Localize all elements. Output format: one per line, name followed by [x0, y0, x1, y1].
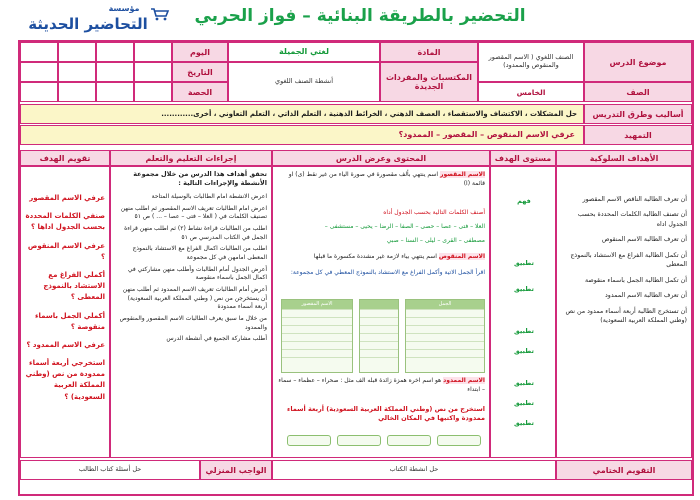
- table-row: [406, 349, 484, 357]
- mamdud-def-label: الاسم الممدود: [443, 377, 485, 384]
- evaluation-item: عرفي الاسم المقصور: [29, 194, 105, 202]
- lesson-topic-label: موضوع الدرس: [584, 42, 692, 82]
- table-row: [282, 309, 352, 317]
- procedure-step: اعرض الانشطة امام الطالبات بالوسيلة المتاحة: [151, 192, 267, 200]
- level-item: تطبيق: [514, 259, 534, 267]
- methods-label: أساليب وطرق التدريس: [584, 104, 692, 124]
- procedure-step: أعرض أمام الطالبات تعريف الاسم الممدود ثم أطلب منهن أن يستخرجن من نص ( وطني المملكة العربية السعودية) أربعة أسماء ممدودة: [122, 286, 267, 311]
- classify-words-line-2: مصطفى – القرى – ليلى – السنا – صبي: [386, 237, 485, 244]
- evaluation-item: عرفي الاسم الممدود ؟: [26, 340, 105, 349]
- page-title: التحضير بالطريقة البنائية – فواز الحربي: [194, 6, 526, 26]
- intro-value: عرفي الاسم المنقوص – المقصور – الممدود؟: [20, 125, 584, 145]
- empty-grid-cell: [96, 62, 134, 82]
- goal-item: أن تستخرج الطالبة أربعة أسماء ممدود من نص (وطني المملكة العربية السعودية): [565, 307, 687, 324]
- table-row: [406, 325, 484, 333]
- grade-value: الخامس: [478, 82, 584, 102]
- intro-label: التمهيد: [584, 125, 692, 145]
- levels-column: [490, 166, 556, 458]
- level-item: تطبيق: [514, 379, 534, 387]
- table-row: [360, 349, 398, 357]
- evaluation-column: [20, 166, 110, 458]
- homework-value: حل أسئلة كتاب الطالب: [20, 460, 200, 480]
- col-header-goals: الأهداف السلوكية: [556, 150, 692, 166]
- empty-grid-cell: [134, 42, 172, 62]
- evaluation-item: صنفي الكلمات المحددة بحسب الجدول اداها ؟: [25, 212, 105, 232]
- level-item: تطبيق: [514, 347, 534, 355]
- content-column: [272, 166, 490, 458]
- level-item: تطبيق: [514, 399, 534, 407]
- empty-grid-cell: [20, 62, 58, 82]
- grade-label: الصف: [584, 82, 692, 102]
- final-eval-label: التقويم الختامي: [556, 460, 692, 480]
- empty-grid-cell: [58, 42, 96, 62]
- table-row: [360, 357, 398, 365]
- evaluation-item: عرفي الاسم المنقوص ؟: [27, 241, 105, 261]
- period-label: الحصة: [172, 82, 228, 102]
- subject-value: لغتي الجميلة: [228, 42, 380, 62]
- maqsur-table: [281, 299, 353, 373]
- manqus-def-label: الاسم المنقوص: [438, 253, 485, 260]
- procedures-intro: تحقق أهداف هذا الدرس من خلال مجموعة الأنشطة والإجراءات التالية :: [133, 170, 267, 188]
- extract-task: استخرج من نص (وطني المملكة العربية السعودية) أربعة أسماء ممدودة واكتبها في المكان الخالي: [287, 405, 485, 423]
- goal-item: أن تعرف الطالبة الاسم الممدود: [604, 292, 687, 300]
- goal-item: أن تصنف الطالبة الكلمات المحددة بحسب الجدول اداه: [577, 211, 687, 228]
- maqsur-def: اسم ينتهي بألف مقصورة في صورة الياء من غير نقط (ى) او قائمة (ا): [288, 171, 485, 187]
- col-header-procedures: إجراءات التعليم والتعلم: [110, 150, 272, 166]
- logo-top-text: مؤسسة: [108, 4, 140, 13]
- table-row: [282, 325, 352, 333]
- procedures-column: [110, 166, 272, 458]
- classify-table-header: الجمل: [406, 300, 484, 309]
- table-row: [406, 333, 484, 341]
- empty-grid-cell: [134, 62, 172, 82]
- date-label: التاريخ: [172, 62, 228, 82]
- procedure-step: اطلب من الطالبات اكمال الفراغ مع الاستشاد بالنموذج المعطى امامهن في كل مجموعة: [132, 245, 267, 261]
- table-row: [406, 357, 484, 365]
- classify-table: [405, 299, 485, 373]
- table-row: [360, 341, 398, 349]
- fill-task: اقرأ الجمل الاتية وأكمل الفراغ مع الاستشاد بالنموذج المعطي في كل مجموعة:: [290, 269, 485, 276]
- answer-box[interactable]: [337, 435, 381, 446]
- goal-item: أن تكمل الطالبة الفراغ مع الاستشاد بالنموذج المعطى: [570, 251, 687, 269]
- table-row: [360, 325, 398, 333]
- procedure-step: اطلب من الطالبات قراءة نشاط (٢) ثم اطلب منهن قراءة الجمل في الكتاب المدرسي ص ٥١: [124, 224, 267, 241]
- table-row: [282, 349, 352, 357]
- goals-column: [556, 166, 692, 458]
- lesson-topic-value: الصنف اللغوي ( الاسم المقصور والمنقوص والممدود): [478, 42, 584, 82]
- maqsur-def-label: الاسم المقصور: [440, 171, 485, 178]
- level-item: فهم: [517, 197, 531, 205]
- mamdud-def: هو اسم اخره همزة زائدة قبله الف مثل : صحراء – عظماء – سماء – ابتداء: [278, 377, 485, 393]
- day-label: اليوم: [172, 42, 228, 62]
- logo: [2, 2, 174, 38]
- level-item: تطبيق: [514, 419, 534, 427]
- empty-grid-cell: [20, 82, 58, 102]
- table-row: [282, 333, 352, 341]
- logo-main-text: التحاضير الحديثة: [28, 15, 148, 33]
- table-row: [360, 309, 398, 317]
- sentence-table-header: [360, 300, 398, 309]
- procedure-step: من خلال ما سبق يعرف الطالبات الاسم المقصور والمنقوص والممدود: [119, 315, 267, 331]
- classify-words-line-1: العلا – فتى – عصا – حصى – الصفا – الرضا – يحيى – مستشفى –: [324, 223, 485, 230]
- col-header-content: المحتوى وعرض الدرس: [272, 150, 490, 166]
- goal-item: أن تعرف الطالبة الاسم المنقوص: [601, 236, 687, 244]
- table-row: [406, 309, 484, 317]
- classify-task: أصنف الكلمات التالية بحسب الجدول أداه: [383, 209, 485, 216]
- empty-grid-cell: [58, 82, 96, 102]
- empty-grid-cell: [20, 42, 58, 62]
- col-header-level: مستوى الهدف: [490, 150, 556, 166]
- answer-box[interactable]: [287, 435, 331, 446]
- subject-label: المادة: [380, 42, 478, 62]
- procedure-step: أطلب مشاركة الجميع في أنشطة الدرس: [166, 335, 267, 343]
- procedure-step: أعرض الجدول أمام الطالبات وأطلب منهن مشاركتي في اكمال الجمل باسماء منقوصة: [127, 265, 267, 282]
- empty-grid-cell: [58, 62, 96, 82]
- table-row: [282, 317, 352, 325]
- procedure-step: اعرض امام الطالبات تعريف الاسم المقصور ثم اطلب منهن تصنيف الكلمات في ( العلا – فتى – عصا – ... ) ص ٥١: [120, 204, 267, 221]
- goal-item: أن تكمل الطالبة الجمل باسماء منقوصة: [584, 276, 687, 284]
- homework-label: الواجب المنزلي: [200, 460, 272, 480]
- evaluation-item: استخرجي أربعة أسماء ممدودة من نص (وطني المملكة العربية السعودية) ؟: [25, 359, 105, 401]
- table-row: [406, 317, 484, 325]
- final-eval-value: حل انشطة الكتاب: [272, 460, 556, 480]
- manqus-def: اسم ينتهي بياء لازمة غير مشددة مكسورة ما قبلها: [313, 253, 437, 260]
- competencies-value: أنشطة الصنف اللغوي: [228, 62, 380, 102]
- evaluation-item: أكملي الفراغ مع الاستشاد بالنموذج المعطى ؟: [43, 270, 105, 302]
- table-row: [282, 341, 352, 349]
- sentence-table: [359, 299, 399, 373]
- methods-value: حل المشكلات ، الاكتشاف والاستقصاء ، العصف الذهني ، الخرائط الذهنية ، التعلم الذاتي ، التعلم التعاوني ، أخرى............: [20, 104, 584, 124]
- maqsur-table-header: الاسم المقصور: [282, 300, 352, 309]
- table-row: [360, 317, 398, 325]
- answer-box[interactable]: [437, 435, 481, 446]
- empty-grid-cell: [96, 42, 134, 62]
- competencies-label: المكتسبات والمفردات الجديدة: [380, 62, 478, 102]
- level-item: تطبيق: [514, 285, 534, 293]
- table-row: [282, 357, 352, 365]
- goal-item: أن تعرف الطالبة الناقص الاسم المقصور: [582, 196, 687, 203]
- empty-grid-cell: [96, 82, 134, 102]
- table-row: [406, 341, 484, 349]
- evaluation-item: أكملي الجمل باسماء منقوصة ؟: [34, 311, 105, 331]
- answer-box[interactable]: [387, 435, 431, 446]
- level-item: تطبيق: [514, 327, 534, 335]
- empty-grid-cell: [134, 82, 172, 102]
- col-header-evaluation: تقويم الهدف: [20, 150, 110, 166]
- table-row: [360, 333, 398, 341]
